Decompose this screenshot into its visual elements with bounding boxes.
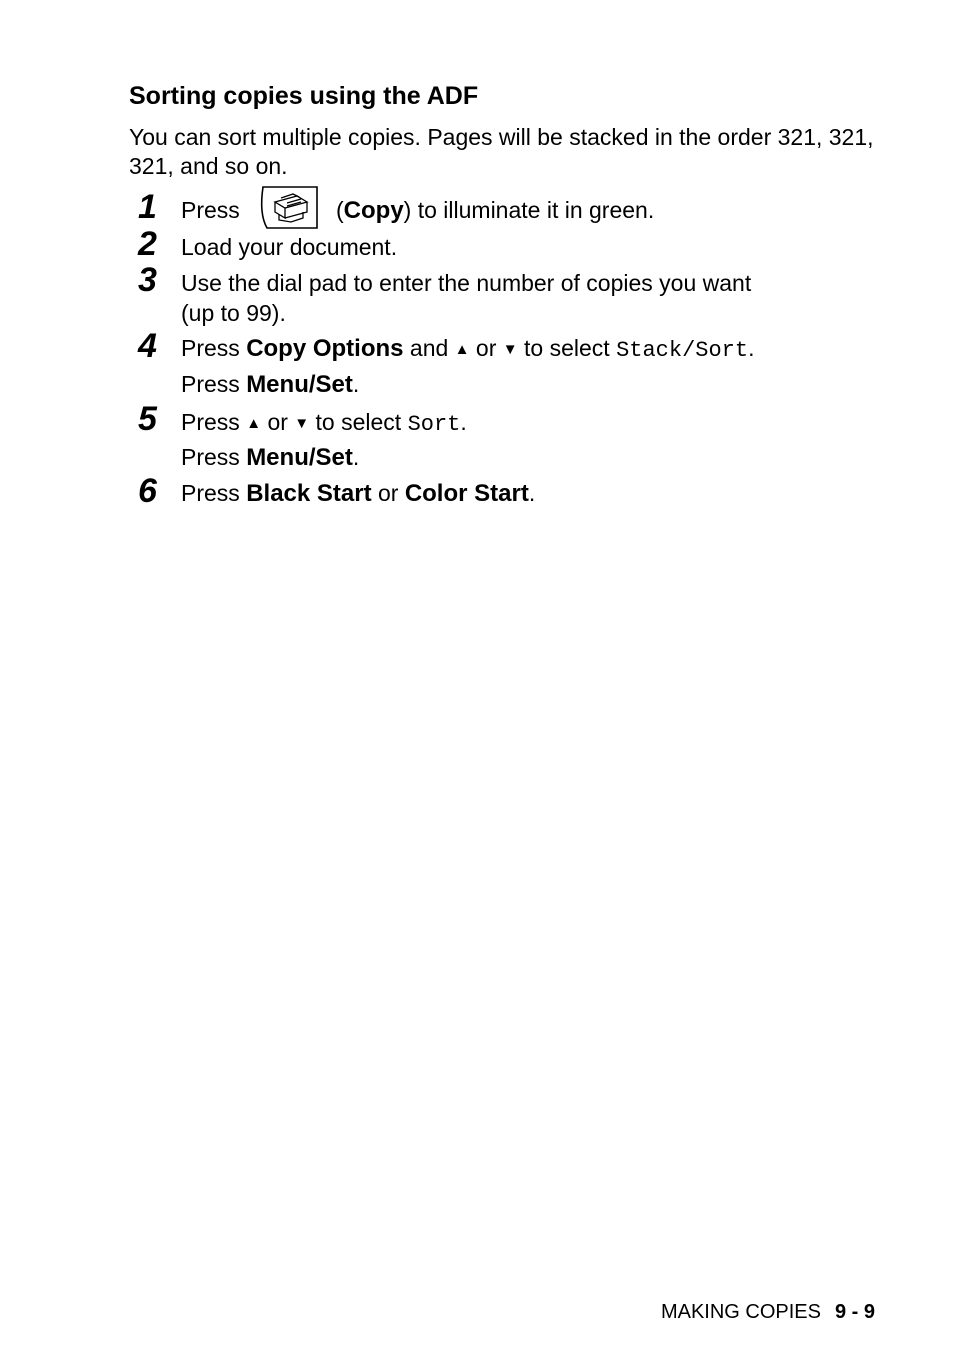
step-5-period-2: . bbox=[352, 444, 360, 470]
step-5-line-2 bbox=[181, 443, 359, 472]
step-5-to-select: to select bbox=[315, 409, 402, 435]
step-number-6: 6 bbox=[138, 472, 157, 510]
step-number-2: 2 bbox=[138, 225, 157, 263]
step-number-5: 5 bbox=[138, 400, 157, 438]
copy-options-key: Copy Options bbox=[246, 335, 404, 362]
step-3-line-1: Use the dial pad to enter the number of copies you want bbox=[181, 270, 752, 296]
menu-set-key: Menu/Set bbox=[246, 371, 353, 398]
step-6-or: or bbox=[377, 480, 399, 506]
black-start-key: Black Start bbox=[246, 480, 372, 507]
footer-page-number: 9 - 9 bbox=[834, 1301, 875, 1323]
step-1-line bbox=[181, 196, 655, 225]
step-6-press: Press bbox=[181, 480, 240, 506]
step-4-and: and bbox=[409, 335, 449, 361]
step-5-press-2: Press bbox=[181, 444, 240, 470]
step-6-period: . bbox=[528, 480, 536, 506]
copy-key-label: Copy bbox=[343, 197, 404, 224]
step-4-period: . bbox=[748, 335, 755, 361]
step-5-period: . bbox=[460, 409, 467, 435]
step-5-line-1 bbox=[181, 408, 467, 440]
stack-sort-option: Stack/Sort bbox=[616, 338, 749, 363]
step-4-line-2 bbox=[181, 370, 359, 399]
step-4-or: or bbox=[475, 335, 497, 361]
step-4-press-2: Press bbox=[181, 371, 240, 397]
copy-key-icon bbox=[257, 184, 319, 230]
step-4-period-2: . bbox=[352, 371, 360, 397]
step-4-to-select: to select bbox=[524, 335, 610, 361]
down-arrow-icon: ▼ bbox=[502, 341, 518, 358]
sort-option: Sort bbox=[407, 412, 461, 437]
step-2-line: Load your document. bbox=[181, 234, 398, 260]
step-number-4: 4 bbox=[138, 327, 157, 365]
color-start-key: Color Start bbox=[404, 480, 529, 507]
intro-paragraph: You can sort multiple copies. Pages will be stacked in the order 321, 321, 321, and so on. bbox=[129, 124, 874, 179]
menu-set-key: Menu/Set bbox=[246, 444, 353, 471]
step-number-3: 3 bbox=[138, 261, 157, 299]
step-1-rest: ) to illuminate it in green. bbox=[403, 197, 655, 223]
step-4-press: Press bbox=[181, 335, 240, 361]
down-arrow-icon: ▼ bbox=[294, 415, 310, 432]
step-4-line-1 bbox=[181, 334, 754, 366]
step-5-press: Press bbox=[181, 409, 240, 435]
step-1-open-paren: ( bbox=[336, 197, 344, 223]
footer-section: MAKING COPIES bbox=[660, 1301, 821, 1323]
step-5-or: or bbox=[267, 409, 288, 435]
step-3-line-2: (up to 99). bbox=[181, 300, 286, 326]
page-title: Sorting copies using the ADF bbox=[129, 82, 479, 110]
step-1-press: Press bbox=[181, 197, 240, 223]
up-arrow-icon: ▲ bbox=[454, 341, 470, 358]
page-footer bbox=[661, 1301, 875, 1324]
step-6-line bbox=[181, 479, 535, 508]
up-arrow-icon: ▲ bbox=[246, 415, 262, 432]
step-number-1: 1 bbox=[138, 188, 157, 226]
